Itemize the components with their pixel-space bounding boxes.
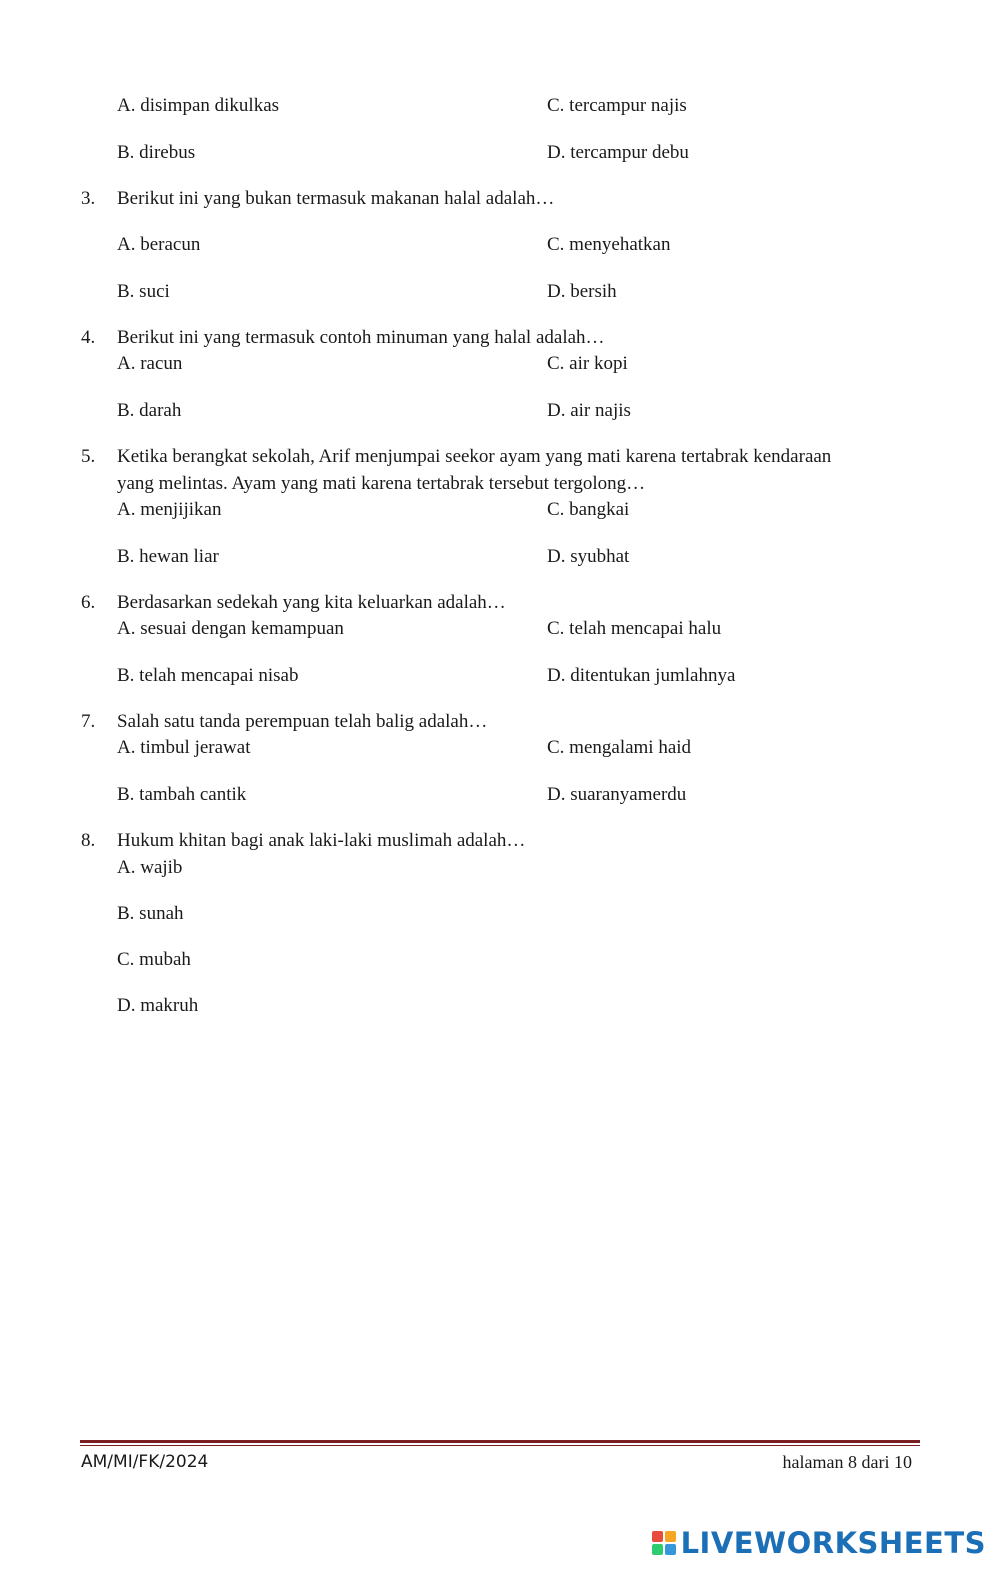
question-4-options-row-1 [0,351,1000,377]
question-3-options-row-1 [0,232,1000,258]
option-3c[interactable]: C. menyehatkan [547,234,671,255]
option-7a[interactable]: A. timbul jerawat [117,737,251,758]
question-7 [0,709,1000,735]
question-6-options-row-1 [0,616,1000,642]
logo-block-green [652,1544,663,1555]
option-2d[interactable]: D. tercampur debu [547,142,689,163]
option-6b[interactable]: B. telah mencapai nisab [117,665,299,686]
question-5 [0,444,1000,470]
option-6d[interactable]: D. ditentukan jumlahnya [547,665,736,686]
question-8-option-c-row [0,947,1000,973]
option-4c[interactable]: C. air kopi [547,353,628,374]
footer-divider-thick [80,1440,920,1443]
question-text: Berdasarkan sedekah yang kita keluarkan adalah… [117,592,506,613]
option-3b[interactable]: B. suci [117,281,170,302]
option-2c[interactable]: C. tercampur najis [547,95,687,116]
option-8c[interactable]: C. mubah [117,949,191,970]
question-5-options-row-1 [0,497,1000,523]
question-2-options-row-2 [0,140,1000,166]
question-3-options-row-2 [0,279,1000,305]
option-6c[interactable]: C. telah mencapai halu [547,618,722,639]
option-3d[interactable]: D. bersih [547,281,617,302]
question-7-options-row-1 [0,735,1000,761]
option-7d[interactable]: D. suaranyamerdu [547,784,687,805]
option-7b[interactable]: B. tambah cantik [117,784,247,805]
question-text-line-1: Ketika berangkat sekolah, Arif menjumpai seekor ayam yang mati karena tertabrak kendaraan [117,446,832,467]
question-text-line-2: yang melintas. Ayam yang mati karena tertabrak tersebut tergolong… [117,473,646,494]
question-text: Berikut ini yang termasuk contoh minuman yang halal adalah… [117,327,605,348]
question-6 [0,590,1000,616]
option-8a[interactable]: A. wajib [117,857,183,878]
option-2a[interactable]: A. disimpan dikulkas [117,95,280,116]
logo-block-orange [665,1531,676,1542]
question-number: 8. [81,830,96,851]
question-5-line-2 [0,471,1000,497]
question-8-option-b-row [0,901,1000,927]
logo-block-red [652,1531,663,1542]
question-8 [0,828,1000,854]
question-7-options-row-2 [0,782,1000,808]
option-4a[interactable]: A. racun [117,353,183,374]
option-7c[interactable]: C. mengalami haid [547,737,692,758]
option-4b[interactable]: B. darah [117,400,182,421]
option-8b[interactable]: B. sunah [117,903,184,924]
option-4d[interactable]: D. air najis [547,400,631,421]
question-4-options-row-2 [0,398,1000,424]
question-5-options-row-2 [0,544,1000,570]
question-2-options-row-1 [0,93,1000,119]
option-5b[interactable]: B. hewan liar [117,546,219,567]
question-4 [0,325,1000,351]
question-number: 3. [81,188,96,209]
question-number: 5. [81,446,96,467]
footer-doc-code: AM/MI/FK/2024 [81,1452,209,1472]
logo-blocks-icon [652,1531,676,1555]
option-5a[interactable]: A. menjijikan [117,499,222,520]
footer-divider-thin [80,1445,920,1446]
question-6-options-row-2 [0,663,1000,689]
option-5c[interactable]: C. bangkai [547,499,630,520]
option-3a[interactable]: A. beracun [117,234,201,255]
option-6a[interactable]: A. sesuai dengan kemampuan [117,618,344,639]
liveworksheets-logo[interactable] [652,1526,986,1560]
question-8-option-a-row [0,855,1000,881]
question-text: Salah satu tanda perempuan telah balig adalah… [117,711,488,732]
question-number: 4. [81,327,96,348]
logo-wordmark: LIVEWORKSHEETS [680,1526,986,1560]
option-5d[interactable]: D. syubhat [547,546,630,567]
question-3 [0,186,1000,212]
question-number: 6. [81,592,96,613]
logo-block-blue [665,1544,676,1555]
footer-page-number: halaman 8 dari 10 [782,1452,912,1472]
option-2b[interactable]: B. direbus [117,142,196,163]
question-text: Berikut ini yang bukan termasuk makanan halal adalah… [117,188,555,209]
question-text: Hukum khitan bagi anak laki-laki muslimah adalah… [117,830,526,851]
question-8-option-d-row [0,993,1000,1019]
question-number: 7. [81,711,96,732]
option-8d[interactable]: D. makruh [117,995,199,1016]
